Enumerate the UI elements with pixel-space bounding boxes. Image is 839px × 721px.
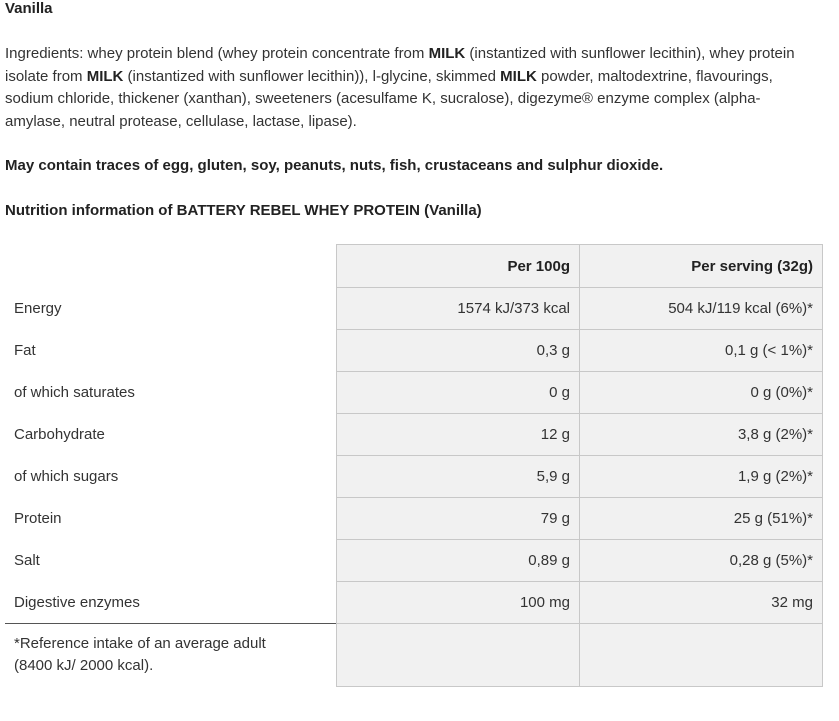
per-serving-value: 0 g (0%)* — [580, 372, 823, 414]
per-100g-value: 100 mg — [337, 582, 580, 624]
per-serving-value: 0,1 g (< 1%)* — [580, 330, 823, 372]
per-serving-value: 25 g (51%)* — [580, 498, 823, 540]
ingredients-segment: (instantized with sunflower lecithin)), l-glycine, skimmed — [123, 67, 501, 85]
empty-cell — [580, 624, 823, 687]
per-100g-value: 5,9 g — [337, 456, 580, 498]
per-100g-value: 0,3 g — [337, 330, 580, 372]
per-serving-value: 32 mg — [580, 582, 823, 624]
nutrient-label: Carbohydrate — [14, 426, 105, 443]
nutrient-label: of which saturates — [14, 384, 135, 401]
nutrition-table — [5, 244, 823, 687]
nutrient-label: Energy — [14, 300, 62, 317]
allergen-highlight: MILK — [86, 67, 124, 85]
reference-intake-line1: *Reference intake of an average adult — [14, 635, 266, 653]
ingredients-segment: powder, maltodextrine, flavourings, sodium chloride, thickener (xanthan), sweeteners (acesulfame K, sucralose), digezyme® enzyme complex (alpha-amylase, neutral protease, cellulase, lactase, lipase). — [5, 67, 773, 130]
nutrient-label: Fat — [14, 342, 36, 359]
header-blank-cell — [5, 245, 337, 288]
nutrient-label: Digestive enzymes — [14, 594, 140, 611]
per-100g-value: 12 g — [337, 414, 580, 456]
flavor-title: Vanilla — [5, 0, 53, 17]
footnote-row — [5, 624, 823, 687]
table-row — [5, 288, 823, 330]
nutrient-label: Salt — [14, 552, 40, 569]
table-row — [5, 372, 823, 414]
nutrient-label: Protein — [14, 510, 62, 527]
nutrition-title: Nutrition information of BATTERY REBEL WHEY PROTEIN (Vanilla) — [5, 202, 482, 219]
per-serving-value: 504 kJ/119 kcal (6%)* — [580, 288, 823, 330]
table-row — [5, 456, 823, 498]
reference-intake-note — [5, 624, 337, 687]
per-100g-value: 0,89 g — [337, 540, 580, 582]
header-per-serving: Per serving (32g) — [580, 245, 823, 288]
table-header-row — [5, 245, 823, 288]
allergen-highlight: MILK — [500, 67, 537, 85]
per-serving-value: 3,8 g (2%)* — [580, 414, 823, 456]
table-row — [5, 582, 823, 624]
empty-cell — [337, 624, 580, 687]
per-serving-value: 0,28 g (5%)* — [580, 540, 823, 582]
table-row — [5, 498, 823, 540]
nutrient-label: of which sugars — [14, 468, 119, 485]
table-row — [5, 330, 823, 372]
ingredients-segment: (instantized with sunflower lecithin), whey protein isolate from — [5, 45, 795, 85]
reference-intake-line2: (8400 kJ/ 2000 kcal). — [14, 657, 154, 675]
allergen-warning: May contain traces of egg, gluten, soy, peanuts, nuts, fish, crustaceans and sulphur dioxide. — [5, 157, 664, 174]
per-100g-value: 79 g — [337, 498, 580, 540]
allergen-highlight: MILK — [428, 45, 466, 62]
per-serving-value: 1,9 g (2%)* — [580, 456, 823, 498]
table-row — [5, 540, 823, 582]
header-per-100g: Per 100g — [337, 245, 580, 288]
ingredients-text — [5, 43, 805, 133]
ingredients-segment: Ingredients: whey protein blend (whey protein concentrate from — [5, 45, 429, 62]
table-row — [5, 414, 823, 456]
per-100g-value: 0 g — [337, 372, 580, 414]
per-100g-value: 1574 kJ/373 kcal — [337, 288, 580, 330]
